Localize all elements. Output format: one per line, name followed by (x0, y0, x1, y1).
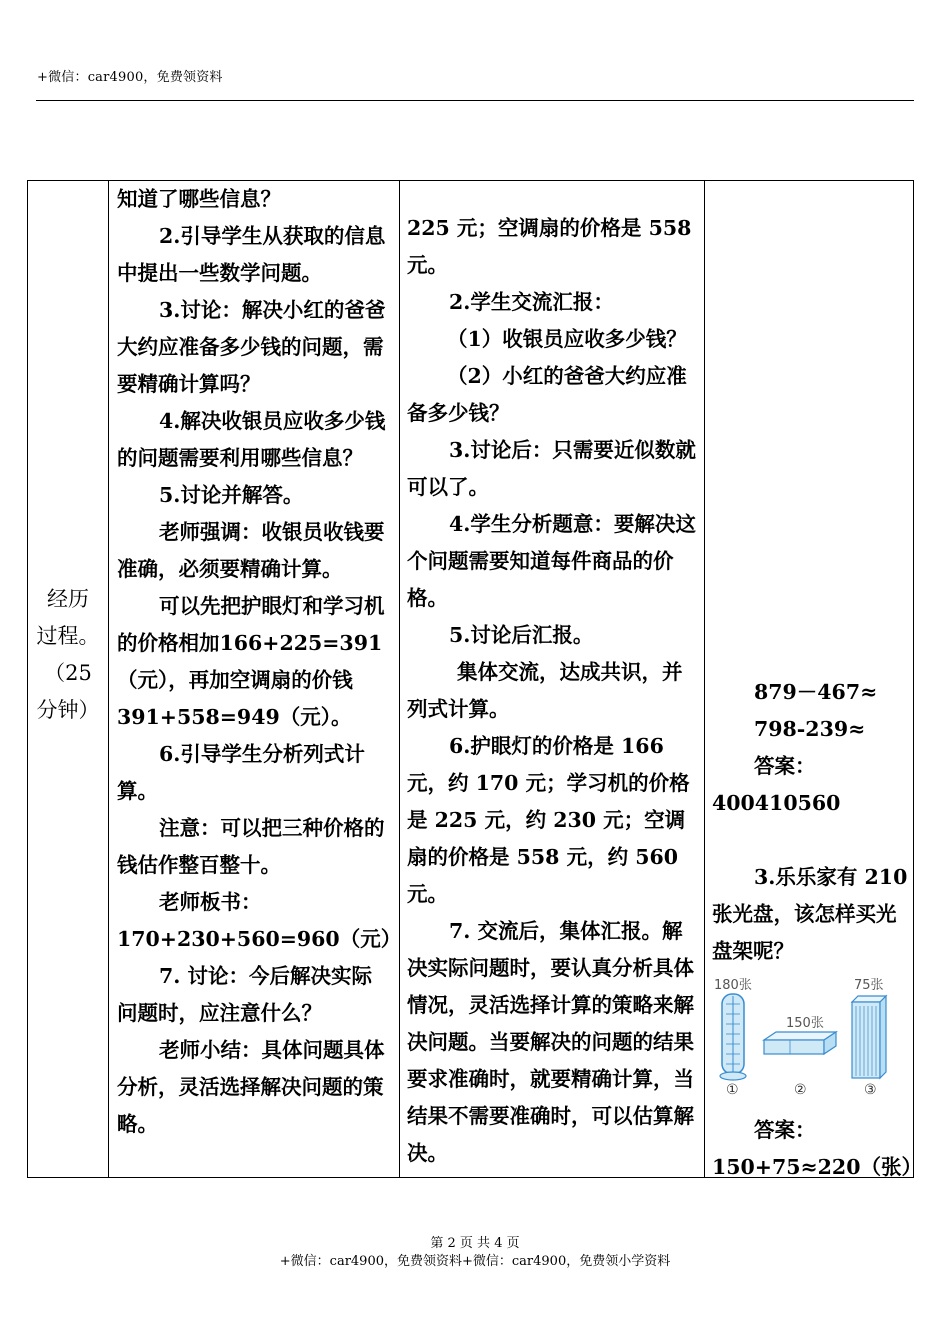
exercise-line: 798-239≈ (754, 717, 866, 741)
exercise-line: 879－467≈ (754, 680, 878, 704)
teacher-paragraph: 老师小结：具体问题具体分析，灵活选择解决问题的策略。 (117, 1038, 385, 1136)
exercise-line: 150+75≈220（张） (712, 1155, 922, 1179)
student-paragraph: 225 元；空调扇的价格是 558 元。 (407, 216, 692, 277)
student-paragraph: 3.讨论后：只需要近似数就可以了。 (407, 438, 696, 499)
exercise-column (704, 181, 922, 1179)
teacher-paragraph: 170+230+560=960（元） (117, 927, 402, 951)
teacher-paragraph: 老师板书： (159, 890, 262, 914)
tower-rack-icon (852, 996, 886, 1078)
disc-rack-figure (712, 974, 902, 1104)
teacher-paragraph: 2.引导学生从获取的信息中提出一些数学问题。 (117, 224, 386, 285)
stage-line: 分钟） (36, 698, 100, 722)
rack-number: ② (794, 1082, 807, 1098)
student-paragraph: 5.讨论后汇报。 (449, 623, 594, 647)
teacher-paragraph: 3.讨论：解决小红的爸爸大约应准备多少钱的问题，需要精确计算吗？ (117, 298, 386, 396)
cylinder-rack-icon (720, 994, 746, 1080)
rack-capacity-label: 180张 (714, 978, 752, 993)
lesson-table (27, 180, 922, 1179)
student-paragraph: 集体交流，达成共识，并列式计算。 (407, 660, 683, 721)
stage-line: 过程。 (36, 624, 100, 648)
teacher-paragraph: 老师强调：收银员收钱要准确，必须要精确计算。 (117, 520, 385, 581)
exercise-question: 3.乐乐家有 210 张光盘，该怎样买光盘架呢？ (712, 865, 908, 963)
student-paragraph: （1）收银员应收多少钱？ (447, 327, 687, 351)
rack-capacity-label: 150张 (786, 1016, 824, 1031)
rack-number: ① (726, 1082, 739, 1098)
rack-capacity-label: 75张 (854, 978, 884, 993)
header-divider (36, 100, 914, 101)
exercise-line: 答案： (754, 754, 816, 778)
teacher-paragraph: 6.引导学生分析列式计算。 (117, 742, 365, 803)
stage-column (28, 181, 108, 1177)
teacher-paragraph: 4.解决收银员应收多少钱的问题需要利用哪些信息？ (117, 409, 386, 470)
student-paragraph: 6.护眼灯的价格是 166 元，约 170 元；学习机的价格是 225 元，约 230 元；空调扇的价格是 558 元，约 560 元。 (407, 734, 690, 906)
teacher-activity-column (108, 181, 402, 1177)
exercise-line: 400410560 (712, 791, 841, 815)
teacher-paragraph: 知道了哪些信息？ (117, 187, 281, 211)
student-paragraph: 7. 交流后，集体汇报。解决实际问题时，要认真分析具体情况，灵活选择计算的策略来解决问题。当要解决的问题的结果要求准确时，就要精确计算，当结果不需要准确时，可以估算解决。 (407, 919, 694, 1165)
student-paragraph: 4.学生分析题意：要解决这个问题需要知道每件商品的价格。 (407, 512, 696, 610)
teacher-paragraph: 可以先把护眼灯和学习机的价格相加166+225=391（元），再加空调扇的价钱391+558=949（元）。 (117, 594, 385, 729)
student-paragraph: 2.学生交流汇报： (449, 290, 614, 314)
student-activity-column (399, 181, 704, 1177)
rack-number: ③ (864, 1082, 877, 1098)
teacher-paragraph: 7. 讨论：今后解决实际问题时，应注意什么？ (117, 964, 373, 1025)
student-paragraph: （2）小红的爸爸大约应准备多少钱？ (407, 364, 687, 425)
box-rack-icon (764, 1032, 836, 1054)
stage-line: （25 (44, 661, 92, 685)
header-note: +微信：car4900，免费领资料 (37, 70, 223, 85)
stage-label (28, 581, 108, 729)
teacher-paragraph: 注意：可以把三种价格的钱估作整百整十。 (117, 816, 385, 877)
stage-line: 经历 (47, 587, 89, 611)
teacher-paragraph: 5.讨论并解答。 (159, 483, 304, 507)
page-number: 第 2 页 共 4 页 (430, 1236, 520, 1251)
footer-note: +微信：car4900，免费领资料+微信：car4900，免费领小学资料 (279, 1254, 671, 1269)
exercise-line: 答案： (754, 1118, 816, 1142)
